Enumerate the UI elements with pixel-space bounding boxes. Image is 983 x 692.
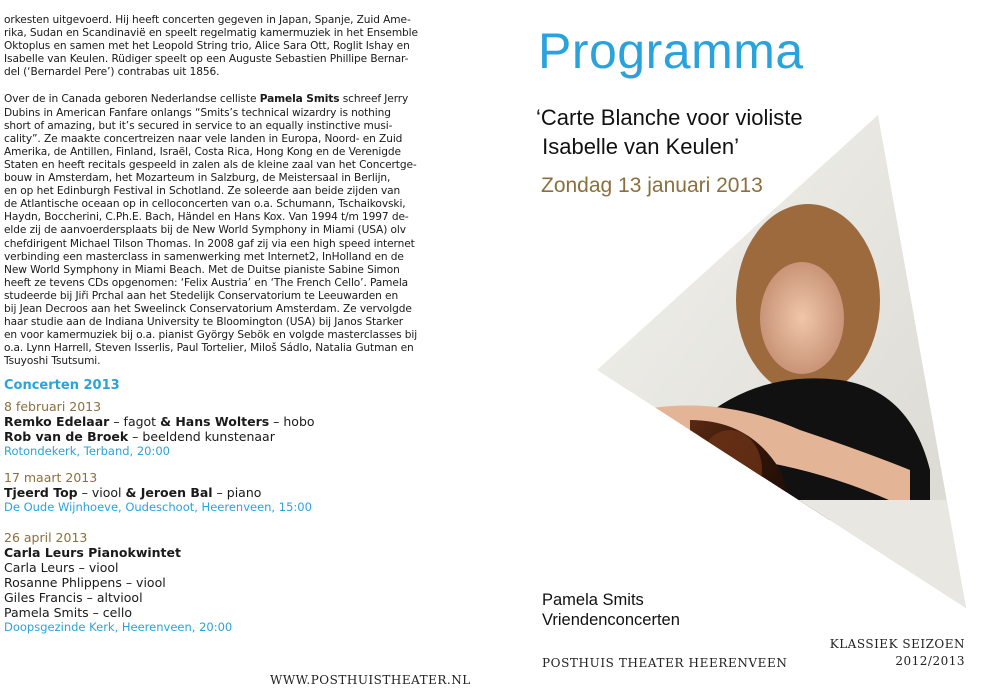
program-title: Programma <box>538 23 804 79</box>
ensemble-name: Carla Leurs Pianokwintet <box>4 545 181 561</box>
venue-name: POSTHUIS THEATER HEERENVEEN <box>542 656 788 670</box>
program-subtitle: ‘Carte Blanche voor violiste Isabelle van Keulen’ <box>536 105 803 159</box>
bio-text-rest: schreef Jerry Dubins in American Fanfare onlangs “Smits’s technical wizardry is nothing short of amazing, but it’s secured in service to an equally instinctive musi- cality”. Ze maakte concertreizen naar vele landen in Europa, Noord- en Zuid Amerika, de Antillen, Finland, Israël, Costa Rica, Hong Kong en de Verenigde Staten en heeft recitals gespeeld in zalen als de kleine zaal van het Concertge- bouw in Amsterdam, het Mozarteum in Salzburg, de Meistersaal in Berlijn, en op het Edinburgh Festival in Schotland. Ze soleerde aan beide zijden van de Atlantische oceaan op in celloconcerten van o.a. Schumann, Tschaikovski, Haydn, Boccherini, C.Ph.E. Bach, Händel en Hans Kox. Van 1994 t/m 1997 de- elde zij de aanvoerdersplaats bij de New World Symphony in Miami (USA) olv chefdirigent Michael Tilson Thomas. In 2008 gaf zij via een high speed internet verbinding een masterclass in samenwerking met Internet2, InHolland en de New World Symphony in Miami Beach. Met de Duitse pianiste Sabine Simon heeft ze tevens CDs opgenomen: ‘Felix Austria’ en ‘The French Cello’. Pamela studeerde bij Jiři Prchal aan het Stedelijk Conservatorium te Leeuwarden en bij Jean Decroos aan het Sweelinck Conservatorium Amsterdam. Ze vervolgde haar studie aan de Indiana University te Bloomington (USA) bij Janos Starker en voor kamermuziek bij o.a. pianist György Sebök en volgde masterclasses bij o.a. Lynn Harrell, Steven Isserlis, Paul Tortelier, Miloš Sádlo, Natalia Gutman en Tsuyoshi Tsutsumi. <box>4 93 418 368</box>
concert-venue: De Oude Wijnhoeve, Oudeschoot, Heerenveen, 15:00 <box>4 500 312 515</box>
performer-name: Hans Wolters <box>170 414 270 430</box>
season-years: 2012/2013 <box>895 654 965 668</box>
ensemble-member: Rosanne Phlippens – viool <box>4 575 166 591</box>
performer-role: – hobo <box>269 414 315 430</box>
bio-text: Over de in Canada geboren Nederlandse celliste <box>4 93 260 106</box>
performer-name: Rob van de Broek <box>4 429 129 445</box>
ampersand: & <box>160 414 171 430</box>
concert-venue: Rotondekerk, Terband, 20:00 <box>4 444 171 459</box>
performer-name: Jeroen Bal <box>136 485 213 501</box>
photo-credit: foto: Marco Borggreve <box>723 497 803 554</box>
concert-venue: Doopsgezinde Kerk, Heerenveen, 20:00 <box>4 620 233 635</box>
ensemble-member: Giles Francis – altviool <box>4 590 143 606</box>
season-block <box>830 636 965 670</box>
concert-date: 17 maart 2013 <box>4 470 98 486</box>
website-url[interactable]: WWW.POSTHUISTHEATER.NL <box>270 673 471 687</box>
ampersand: & <box>125 485 137 501</box>
performer-role: – viool <box>77 485 126 501</box>
concerts-heading: Concerten 2013 <box>4 378 120 394</box>
program-date: Zondag 13 januari 2013 <box>541 174 763 197</box>
concert-date: 8 februari 2013 <box>4 399 102 415</box>
series-name: Vriendenconcerten <box>542 611 680 629</box>
performer-role: – fagot <box>109 414 161 430</box>
performer-name: Remko Edelaar <box>4 414 110 430</box>
performer-role: – beeldend kunstenaar <box>128 429 275 445</box>
biography-paragraph-ruediger: orkesten uitgevoerd. Hij heeft concerten gegeven in Japan, Spanje, Zuid Ame- rika, Sudan en Scandinavië en speelt regelmatig kamermuziek in het Ensemble Oktoplus en samen met het Leopold String trio, Alice Sara Ott, Roglit Ishay en Isabelle van Keulen. Rüdiger speelt op een Auguste Sebastien Phillipe Bernar- del (‘Bernardel Pere’) contrabas uit 1856. <box>4 14 418 79</box>
ensemble-member: Carla Leurs – viool <box>4 560 119 576</box>
season-label: KLASSIEK SEIZOEN <box>829 637 965 651</box>
ensemble-member: Pamela Smits – cello <box>4 605 132 621</box>
performer-name: Tjeerd Top <box>4 485 78 501</box>
performer-role: – piano <box>212 485 262 501</box>
artist-name: Pamela Smits <box>542 591 644 609</box>
artist-block <box>542 590 680 630</box>
concert-date: 26 april 2013 <box>4 530 88 546</box>
bio-name-bold: Pamela Smits <box>259 93 340 106</box>
